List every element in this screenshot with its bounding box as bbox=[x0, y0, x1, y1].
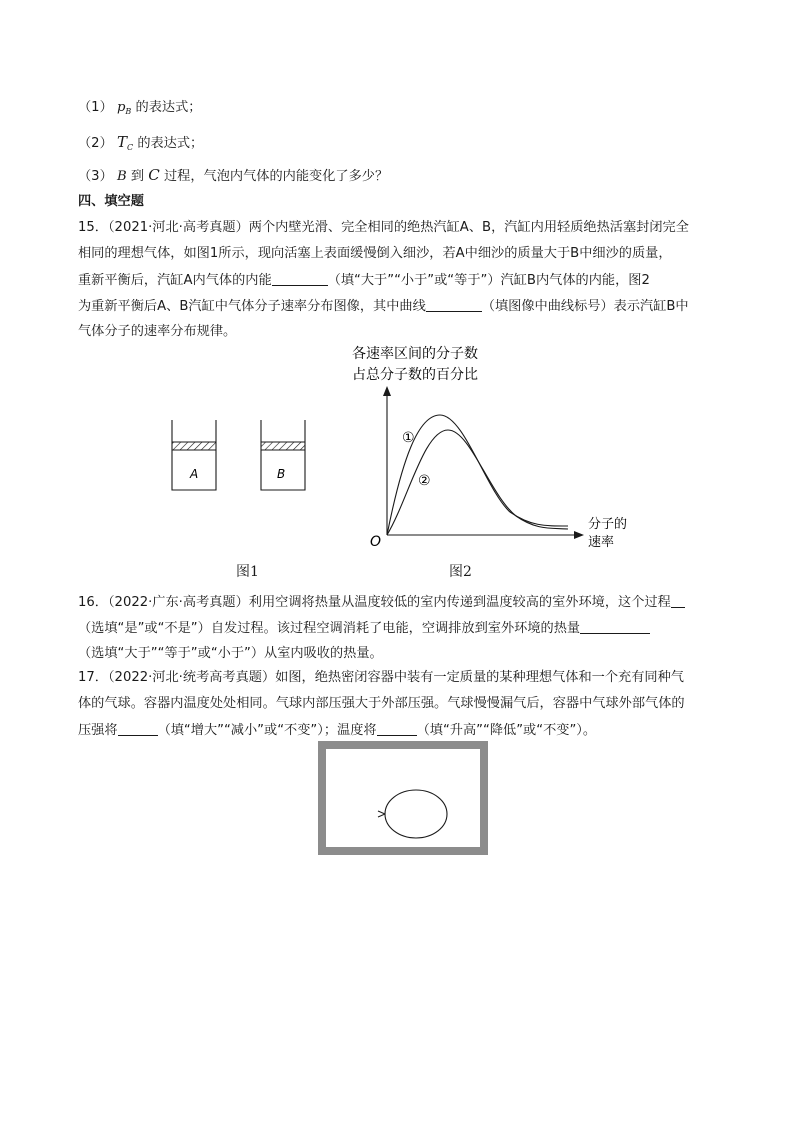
q15-line1: 15．（2021·河北·高考真题）两个内壁光滑、完全相同的绝热汽缸A、B，汽缸内用轻质绝热活塞封闭完全 bbox=[78, 220, 689, 235]
container-figure bbox=[318, 741, 488, 855]
fig2-xlabel-line2: 速率 bbox=[588, 535, 615, 550]
q14-sub3-to: C bbox=[148, 166, 160, 184]
section-heading: 四、填空题 bbox=[78, 194, 144, 209]
q15-line4-part1: 为重新平衡后A、B汽缸中气体分子速率分布图像，其中曲线 bbox=[78, 299, 426, 314]
q16-blank-2[interactable] bbox=[580, 621, 650, 634]
q15-line4 bbox=[78, 299, 689, 313]
cylinder-a-label: A bbox=[190, 467, 199, 481]
q15-blank-1[interactable] bbox=[272, 273, 328, 286]
fig2-ylabel-line1: 各速率区间的分子数 bbox=[352, 346, 478, 362]
q14-sub1-variable: $p_B$ bbox=[116, 100, 132, 116]
q14-sub1-number: （1） bbox=[78, 100, 113, 115]
q17-line3-part2: （填“增大”“减小”或“不变”）；温度将 bbox=[157, 723, 377, 738]
cylinder-b bbox=[261, 420, 305, 490]
q14-sub2-text: 的表达式； bbox=[137, 136, 204, 151]
q16-line2-text: （选填“是”或“不是”）自发过程。该过程空调消耗了电能，空调排放到室外环境的热量 bbox=[78, 621, 581, 636]
q14-sub1 bbox=[78, 101, 201, 116]
q16-line3: （选填“大于”“等于”或“小于”）从室内吸收的热量。 bbox=[78, 646, 383, 661]
fig2-curve-1-label: ① bbox=[402, 430, 415, 446]
q14-sub2-variable: $T_C$ bbox=[116, 133, 134, 152]
q15-line3-part2: （填“大于”“小于”或“等于”）汽缸B内气体的内能，图2 bbox=[327, 273, 650, 288]
balloon bbox=[385, 790, 447, 838]
q16-blank-1[interactable] bbox=[671, 595, 685, 608]
fig2-caption: 图2 bbox=[449, 564, 472, 580]
q15-line3-part1: 重新平衡后，汽缸A内气体的内能 bbox=[78, 273, 272, 288]
fig2-curve-2-label: ② bbox=[418, 473, 431, 489]
q17-blank-2[interactable] bbox=[377, 723, 417, 736]
q15-line5: 气体分子的速率分布规律。 bbox=[78, 324, 237, 339]
q17-blank-1[interactable] bbox=[118, 723, 158, 736]
q16-line1 bbox=[78, 595, 685, 609]
figure-1 bbox=[160, 420, 330, 495]
q14-sub3-from: B bbox=[116, 169, 127, 184]
q14-sub3-mid: 到 bbox=[130, 169, 145, 184]
q14-sub2-number: （2） bbox=[78, 136, 113, 151]
cylinder-b-label: B bbox=[277, 467, 286, 481]
fig2-origin: O bbox=[370, 534, 382, 550]
q15-line3 bbox=[78, 273, 650, 287]
fig1-caption: 图1 bbox=[236, 564, 259, 580]
q15-blank-2[interactable] bbox=[426, 299, 482, 312]
q15-line2: 相同的理想气体，如图1所示，现向活塞上表面缓慢倒入细沙，若A中细沙的质量大于B中细沙的质量， bbox=[78, 246, 672, 261]
q16-line1-text: 16．（2022·广东·高考真题）利用空调将热量从温度较低的室内传递到温度较高的室外环境，这个过程 bbox=[78, 595, 671, 610]
fig2-y-arrow bbox=[383, 386, 391, 396]
q17-line3 bbox=[78, 723, 596, 737]
q17-line1: 17．（2022·河北·统考高考真题）如图，绝热密闭容器中装有一定质量的某种理想气体和一个充有同种气 bbox=[78, 670, 684, 685]
q15-line4-part2: （填图像中曲线标号）表示汽缸B中 bbox=[481, 299, 689, 314]
q14-sub3-number: （3） bbox=[78, 169, 113, 184]
fig2-xlabel-line1: 分子的 bbox=[588, 517, 628, 532]
q14-sub2 bbox=[78, 135, 203, 152]
q16-line2 bbox=[78, 621, 650, 635]
q17-line2: 体的气球。容器内温度处处相同。气球内部压强大于外部压强。气球慢慢漏气后，容器中气球外部气体的 bbox=[78, 696, 685, 711]
figure-2 bbox=[340, 340, 650, 560]
fig2-x-arrow bbox=[574, 531, 584, 539]
q17-line3-part1: 压强将 bbox=[78, 723, 118, 738]
q14-sub1-text: 的表达式； bbox=[135, 100, 202, 115]
cylinder-a bbox=[172, 420, 216, 490]
q14-sub3-text: 过程，气泡内气体的内能变化了多少？ bbox=[163, 169, 389, 184]
q14-sub3 bbox=[78, 168, 388, 183]
fig2-ylabel-line2: 占总分子数的百分比 bbox=[352, 367, 478, 383]
q17-line3-part3: （填“升高”“降低”或“不变”）。 bbox=[416, 723, 597, 738]
